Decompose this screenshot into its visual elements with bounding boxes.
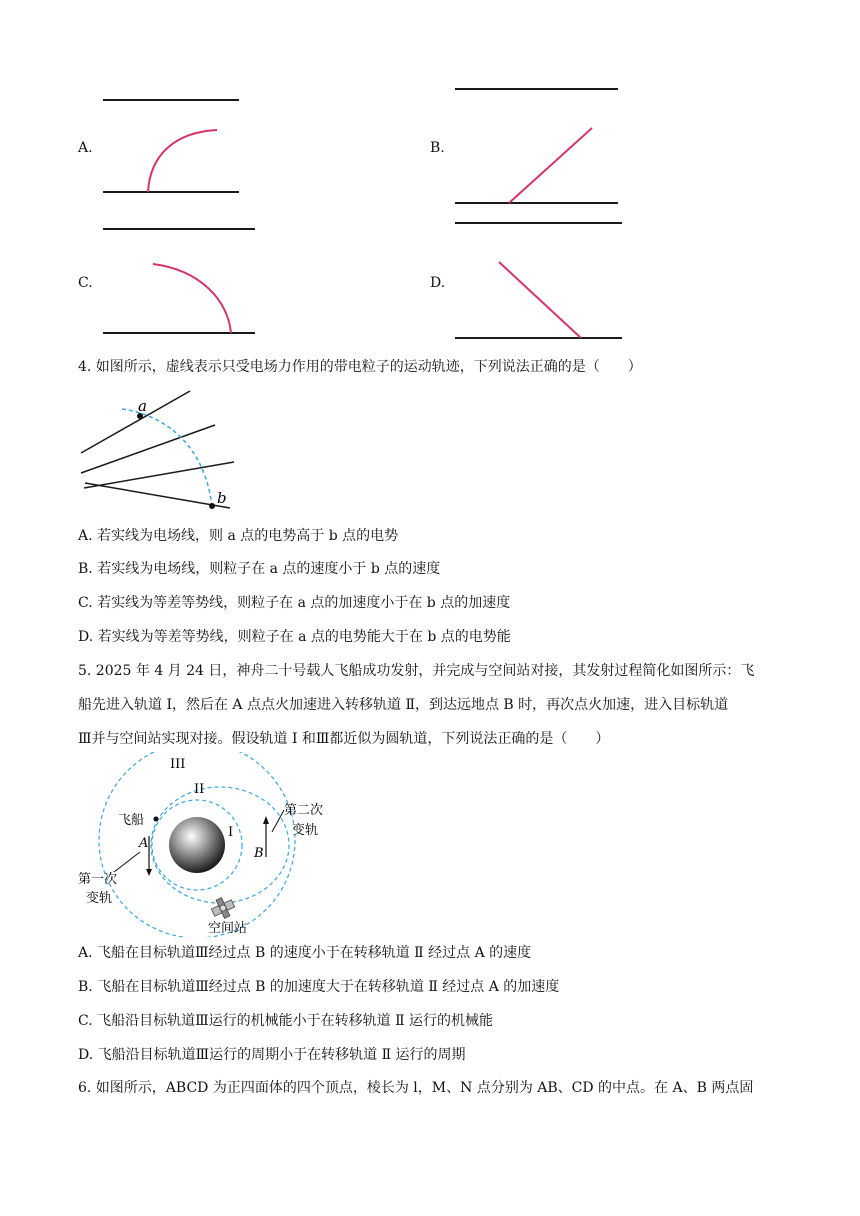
label-b: b bbox=[217, 489, 227, 507]
field-line-1 bbox=[81, 391, 190, 453]
ship-dot bbox=[154, 817, 159, 822]
option-d-label: D. bbox=[430, 275, 446, 291]
label-station: 空间站 bbox=[208, 921, 248, 936]
q5-option-b: B. 飞船在目标轨道Ⅲ经过点 B 的加速度大于在转移轨道 Ⅱ 经过点 A 的加速度 bbox=[78, 979, 560, 995]
option-figures bbox=[0, 0, 860, 350]
q5-option-a: A. 飞船在目标轨道Ⅲ经过点 B 的速度小于在转移轨道 Ⅱ 经过点 A 的速度 bbox=[78, 945, 532, 961]
option-c-label: C. bbox=[78, 275, 93, 291]
field-line-3 bbox=[84, 462, 234, 488]
pointer-first bbox=[114, 852, 140, 872]
q4-figure bbox=[70, 385, 250, 520]
q6-stem: 6. 如图所示，ABCD 为正四面体的四个顶点，棱长为 l，M、N 点分别为 AB、CD 的中点。在 A、B 两点固 bbox=[78, 1080, 754, 1096]
figure-option-b bbox=[455, 89, 622, 223]
label-point-a: A bbox=[139, 836, 149, 851]
label-first-change-1: 第一次 bbox=[78, 872, 118, 887]
q5-option-d: D. 飞船沿目标轨道Ⅲ运行的周期小于在转移轨道 Ⅱ 运行的周期 bbox=[78, 1047, 466, 1063]
trajectory-curve bbox=[148, 130, 217, 192]
label-first-change-2: 变轨 bbox=[86, 891, 113, 906]
trajectory-line bbox=[509, 128, 592, 203]
q4-stem: 4. 如图所示，虚线表示只受电场力作用的带电粒子的运动轨迹，下列说法正确的是（ ） bbox=[78, 359, 642, 375]
arrow-a-head bbox=[146, 869, 152, 876]
q4-option-c: C. 若实线为等差等势线，则粒子在 a 点的加速度小于在 b 点的加速度 bbox=[78, 595, 511, 611]
figure-option-c bbox=[103, 264, 255, 333]
option-a-label: A. bbox=[78, 140, 93, 156]
q4-option-a: A. 若实线为电场线，则 a 点的电势高于 b 点的电势 bbox=[78, 528, 399, 544]
q5-figure bbox=[70, 752, 350, 937]
q5-stem-line-2: 船先进入轨道 Ⅰ，然后在 A 点点火加速进入转移轨道 Ⅱ，到达远地点 B 时，再次点火加速，进入目标轨道 bbox=[78, 697, 729, 713]
arrow-b-head bbox=[263, 816, 269, 824]
field-line-2 bbox=[81, 425, 215, 473]
label-second-change-2: 变轨 bbox=[292, 823, 319, 838]
figure-option-a bbox=[103, 100, 255, 229]
field-line-6 bbox=[85, 483, 230, 508]
earth bbox=[169, 817, 225, 873]
label-orbit-iii: III bbox=[170, 757, 186, 772]
trajectory-line bbox=[499, 262, 581, 338]
q5-stem-line-3: Ⅲ并与空间站实现对接。假设轨道 Ⅰ 和Ⅲ都近似为圆轨道，下列说法正确的是（ ） bbox=[78, 731, 610, 747]
q5-stem-line-1: 5. 2025 年 4 月 24 日，神舟二十号载人飞船成功发射，并完成与空间站对接，其发射过程简化如图所示：飞 bbox=[78, 663, 755, 679]
label-point-b: B bbox=[254, 846, 264, 861]
label-second-change-1: 第二次 bbox=[284, 803, 324, 818]
q5-option-c: C. 飞船沿目标轨道Ⅲ运行的机械能小于在转移轨道 Ⅱ 运行的机械能 bbox=[78, 1013, 494, 1029]
q4-option-b: B. 若实线为电场线，则粒子在 a 点的速度小于 b 点的速度 bbox=[78, 561, 441, 577]
space-station-icon bbox=[211, 898, 234, 919]
label-orbit-ii: II bbox=[194, 782, 205, 797]
label-orbit-i: I bbox=[228, 825, 234, 840]
label-a: a bbox=[138, 397, 147, 415]
option-b-label: B. bbox=[430, 140, 445, 156]
label-ship: 飞船 bbox=[118, 813, 145, 828]
figure-option-d bbox=[455, 262, 622, 338]
q4-option-d: D. 若实线为等差等势线，则粒子在 a 点的电势能大于在 b 点的电势能 bbox=[78, 629, 511, 645]
point-b bbox=[209, 503, 215, 509]
trajectory-curve bbox=[153, 264, 231, 333]
